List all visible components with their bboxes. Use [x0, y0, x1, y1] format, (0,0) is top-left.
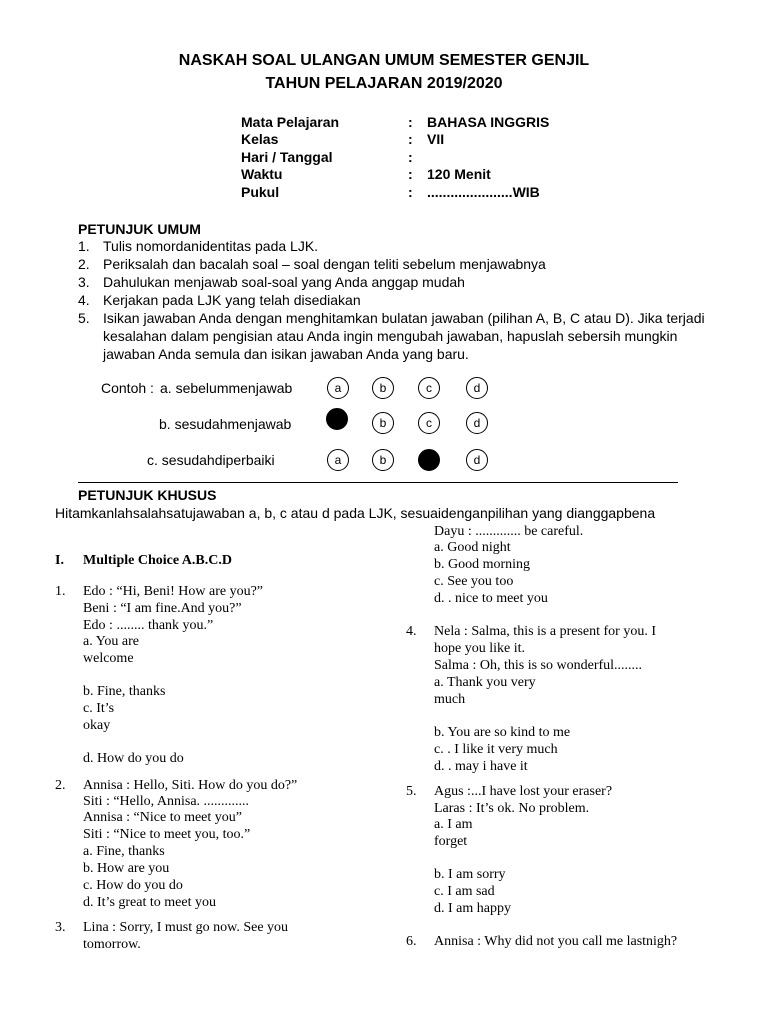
question-line: Salma : Oh, this is so wonderful........: [434, 658, 643, 673]
info-colon: :: [408, 131, 413, 147]
info-label-date: Hari / Tanggal: [241, 149, 333, 165]
option-c: c. How do you do: [83, 878, 183, 893]
question-line: Siti : “Hello, Annisa. .............: [83, 794, 250, 809]
question-line: Annisa : Why did not you call me lastnigh?: [434, 934, 678, 949]
answer-bubble: d: [466, 449, 488, 471]
option-a: a. Good night: [434, 540, 511, 555]
section-number: I.: [55, 553, 64, 568]
option-a-cont: much: [434, 692, 466, 707]
option-d: d. It’s great to meet you: [83, 895, 216, 910]
section-title: Multiple Choice A.B.C.D: [83, 553, 232, 568]
question-number: 1.: [55, 584, 66, 599]
option-b: b. How are you: [83, 861, 170, 876]
question-line: Nela : Salma, this is a present for you. I: [434, 624, 657, 639]
option-a: a. Fine, thanks: [83, 844, 165, 859]
example-row-label: b. sesudahmenjawab: [159, 416, 292, 432]
specific-instructions-text: Hitamkanlahsalahsatujawaban a, b, c atau d pada LJK, sesuaidenganpilihan yang dianggapbena: [55, 505, 656, 521]
answer-bubble: b: [372, 377, 394, 399]
info-label-time: Pukul: [241, 184, 280, 200]
info-label-subject: Mata Pelajaran: [241, 114, 340, 130]
question-number: 3.: [55, 920, 66, 935]
info-label-duration: Waktu: [241, 166, 283, 182]
page-title: NASKAH SOAL ULANGAN UMUM SEMESTER GENJIL: [178, 52, 590, 69]
instruction-number: 3.: [78, 274, 90, 290]
answer-bubble: d: [466, 377, 488, 399]
option-a: a. You are: [83, 634, 139, 649]
option-b: b. Good morning: [434, 557, 531, 572]
instruction-text: Isikan jawaban Anda dengan menghitamkan bulatan jawaban (pilihan A, B, C atau D). Jika terjadi: [103, 310, 705, 326]
instruction-number: 5.: [78, 310, 90, 326]
info-colon: :: [408, 114, 413, 130]
question-line: Dayu : ............. be careful.: [434, 524, 584, 539]
option-a-cont: forget: [434, 834, 468, 849]
question-number: 2.: [55, 778, 66, 793]
option-a: a. I am: [434, 817, 473, 832]
question-line: Beni : “I am fine.And you?”: [83, 601, 242, 616]
option-c-cont: okay: [83, 718, 111, 733]
instruction-text: Dahulukan menjawab soal-soal yang Anda anggap mudah: [103, 274, 465, 290]
option-c: c. It’s: [83, 701, 115, 716]
divider: [78, 482, 678, 483]
question-line: Lina : Sorry, I must go now. See you: [83, 920, 289, 935]
question-number: 4.: [406, 624, 417, 639]
question-line: tomorrow.: [83, 937, 141, 952]
answer-bubble: a: [327, 377, 349, 399]
answer-bubble-filled: [326, 408, 348, 430]
instruction-text: Periksalah dan bacalah soal – soal dengan teliti sebelum menjawabnya: [103, 256, 546, 272]
info-colon: :: [408, 149, 413, 165]
answer-bubble: c: [418, 412, 440, 434]
answer-bubble: c: [418, 377, 440, 399]
option-b: b. Fine, thanks: [83, 684, 166, 699]
option-d: d. . may i have it: [434, 759, 528, 774]
info-value-duration: 120 Menit: [427, 166, 491, 182]
question-number: 6.: [406, 934, 417, 949]
answer-bubble: b: [372, 449, 394, 471]
option-a: a. Thank you very: [434, 675, 536, 690]
info-value-class: VII: [427, 131, 445, 147]
page-subtitle: TAHUN PELAJARAN 2019/2020: [265, 75, 503, 92]
question-line: hope you like it.: [434, 641, 525, 656]
example-row-label: c. sesudahdiperbaiki: [147, 452, 275, 468]
question-line: Annisa : “Nice to meet you”: [83, 810, 243, 825]
question-line: Edo : “Hi, Beni! How are you?”: [83, 584, 263, 599]
example-label: Contoh :: [101, 380, 154, 396]
instruction-number: 1.: [78, 238, 90, 254]
answer-bubble-filled: [418, 449, 440, 471]
info-colon: :: [408, 166, 413, 182]
question-line: Siti : “Nice to meet you, too.”: [83, 827, 251, 842]
answer-bubble: d: [466, 412, 488, 434]
info-colon: :: [408, 184, 413, 200]
question-line: Annisa : Hello, Siti. How do you do?”: [83, 778, 298, 793]
option-c: c. See you too: [434, 574, 514, 589]
info-value-time: ......................WIB: [427, 184, 540, 200]
instruction-number: 2.: [78, 256, 90, 272]
question-line: Agus :...I have lost your eraser?: [434, 784, 613, 799]
info-label-class: Kelas: [241, 131, 279, 147]
instruction-text-cont: jawaban Anda semula dan isikan jawaban Anda yang baru.: [103, 346, 469, 362]
option-b: b. You are so kind to me: [434, 725, 571, 740]
option-c: c. I am sad: [434, 884, 495, 899]
general-instructions-heading: PETUNJUK UMUM: [78, 221, 201, 237]
answer-bubble: a: [327, 449, 349, 471]
option-d: d. How do you do: [83, 751, 184, 766]
example-row-label: a. sebelummenjawab: [160, 380, 293, 396]
instruction-text: Kerjakan pada LJK yang telah disediakan: [103, 292, 361, 308]
info-value-subject: BAHASA INGGRIS: [427, 114, 550, 130]
specific-instructions-heading: PETUNJUK KHUSUS: [78, 487, 217, 503]
option-c: c. . I like it very much: [434, 742, 558, 757]
instruction-text: Tulis nomordanidentitas pada LJK.: [103, 238, 319, 254]
question-line: Edo : ........ thank you.”: [83, 618, 214, 633]
instruction-text-cont: kesalahan dalam pengisian atau Anda ingin mengubah jawaban, hapuslah sebersih mungkin: [103, 328, 678, 344]
instruction-number: 4.: [78, 292, 90, 308]
option-d: d. I am happy: [434, 901, 511, 916]
option-d: d. . nice to meet you: [434, 591, 548, 606]
question-line: Laras : It’s ok. No problem.: [434, 801, 590, 816]
option-b: b. I am sorry: [434, 867, 506, 882]
question-number: 5.: [406, 784, 417, 799]
answer-bubble: b: [372, 412, 394, 434]
option-a-cont: welcome: [83, 651, 134, 666]
